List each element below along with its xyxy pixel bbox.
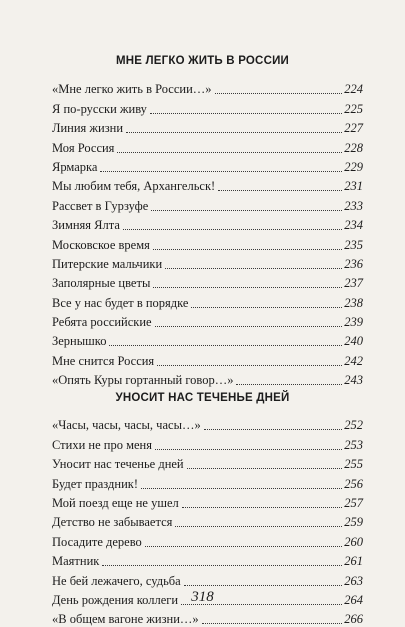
entry-page: 263 — [344, 573, 363, 588]
entry-title: Питерские мальчики — [52, 256, 163, 271]
entry-page: 235 — [344, 237, 363, 252]
entry-page: 266 — [344, 612, 363, 627]
entry-title: «Опять Куры гортанный говор…» — [52, 373, 234, 388]
entry-page: 252 — [344, 418, 363, 433]
toc-entry — [52, 433, 363, 452]
dot-leader — [141, 488, 342, 489]
entry-title: «В общем вагоне жизни…» — [52, 612, 199, 627]
entry-page: 234 — [344, 218, 363, 233]
entry-title: Московское время — [52, 237, 150, 252]
toc-entry — [52, 472, 363, 491]
entry-title: Детство не забывается — [52, 515, 173, 530]
dot-leader — [215, 93, 343, 94]
toc-entry — [52, 272, 363, 291]
toc-entry — [52, 136, 363, 155]
dot-leader — [123, 229, 342, 230]
entry-page: 253 — [344, 437, 363, 452]
entry-page: 236 — [344, 256, 363, 271]
dot-leader — [145, 546, 342, 547]
entry-page: 243 — [344, 373, 363, 388]
toc-entry — [52, 175, 363, 194]
section-heading: УНОСИТ НАС ТЕЧЕНЬЕ ДНЕЙ — [115, 392, 290, 404]
entry-title: Все у нас будет в порядке — [52, 295, 189, 310]
toc-entry — [52, 311, 363, 330]
toc-entry — [52, 511, 363, 530]
dot-leader — [175, 526, 342, 527]
page-number: 318 — [191, 589, 214, 605]
toc-list — [52, 78, 363, 388]
entry-page: 257 — [344, 495, 363, 510]
entry-title: Мы любим тебя, Архангельск! — [52, 179, 216, 194]
entry-title: Стихи не про меня — [52, 437, 152, 452]
dot-leader — [184, 585, 343, 586]
dot-leader — [153, 287, 342, 288]
toc-entry — [52, 330, 363, 349]
entry-title: Ребята российские — [52, 315, 152, 330]
entry-page: 227 — [344, 121, 363, 136]
toc-entry — [52, 233, 363, 252]
entry-page: 259 — [344, 515, 363, 530]
toc-entry — [52, 78, 363, 97]
entry-title: Не бей лежачего, судьба — [52, 573, 181, 588]
entry-page: 260 — [344, 534, 363, 549]
dot-leader — [150, 113, 342, 114]
entry-title: Мне снится Россия — [52, 353, 155, 368]
dot-leader — [191, 307, 342, 308]
toc-entry — [52, 492, 363, 511]
entry-title: Мой поезд еще не ушел — [52, 495, 179, 510]
entry-page: 242 — [344, 353, 363, 368]
entry-page: 233 — [344, 198, 363, 213]
dot-leader — [126, 132, 342, 133]
entry-page: 261 — [344, 554, 363, 569]
dot-leader — [102, 565, 342, 566]
entry-page: 225 — [344, 101, 363, 116]
toc-entry — [52, 414, 363, 433]
dot-leader — [153, 249, 342, 250]
dot-leader — [182, 507, 343, 508]
entry-title: Посадите дерево — [52, 534, 142, 549]
dot-leader — [100, 171, 342, 172]
dot-leader — [236, 384, 342, 385]
dot-leader — [117, 152, 342, 153]
entry-title: Зернышко — [52, 334, 107, 349]
entry-title: День рождения коллеги — [52, 592, 179, 607]
dot-leader — [218, 190, 342, 191]
toc-entry — [52, 349, 363, 368]
entry-title: Будет праздник! — [52, 476, 138, 491]
entry-title: Рассвет в Гурзуфе — [52, 198, 149, 213]
entry-title: «Часы, часы, часы, часы…» — [52, 418, 201, 433]
toc-entry — [52, 156, 363, 175]
section-heading: МНЕ ЛЕГКО ЖИТЬ В РОССИИ — [115, 55, 290, 67]
dot-leader — [155, 326, 343, 327]
toc-entry — [52, 369, 363, 388]
toc-entry — [52, 97, 363, 116]
dot-leader — [187, 468, 343, 469]
entry-title: Зимняя Ялта — [52, 218, 120, 233]
entry-page: 255 — [344, 457, 363, 472]
toc-entry — [52, 453, 363, 472]
entry-page: 239 — [344, 315, 363, 330]
dot-leader — [204, 429, 343, 430]
toc-entry — [52, 291, 363, 310]
entry-title: «Мне легко жить в России…» — [52, 82, 212, 97]
dot-leader — [202, 623, 343, 624]
dot-leader — [157, 365, 342, 366]
dot-leader — [155, 449, 342, 450]
dot-leader — [151, 210, 342, 211]
toc-entry — [52, 569, 363, 588]
entry-page: 231 — [344, 179, 363, 194]
toc-entry — [52, 194, 363, 213]
dot-leader — [165, 268, 342, 269]
entry-title: Ярмарка — [52, 159, 98, 174]
entry-page: 264 — [344, 592, 363, 607]
entry-page: 256 — [344, 476, 363, 491]
toc-entry — [52, 117, 363, 136]
entry-page: 238 — [344, 295, 363, 310]
entry-page: 240 — [344, 334, 363, 349]
entry-page: 224 — [344, 82, 363, 97]
entry-title: Маятник — [52, 554, 100, 569]
entry-title: Моя Россия — [52, 140, 115, 155]
toc-entry — [52, 608, 363, 627]
entry-page: 237 — [344, 276, 363, 291]
entry-title: Линия жизни — [52, 121, 124, 136]
toc-entry — [52, 253, 363, 272]
toc-entry — [52, 550, 363, 569]
toc-entry — [52, 530, 363, 549]
entry-title: Заполярные цветы — [52, 276, 151, 291]
dot-leader — [109, 345, 342, 346]
entry-title: Уносит нас теченье дней — [52, 457, 184, 472]
toc-entry — [52, 214, 363, 233]
entry-page: 229 — [344, 159, 363, 174]
entry-title: Я по-русски живу — [52, 101, 147, 116]
entry-page: 228 — [344, 140, 363, 155]
